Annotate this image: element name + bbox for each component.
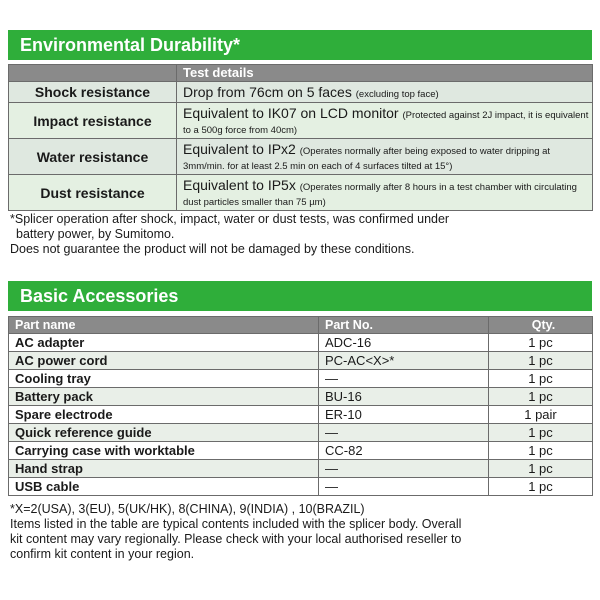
environmental-table-header-row (9, 65, 593, 82)
acc-part-name: Cooling tray (9, 370, 319, 388)
acc-header-part-name: Part name (9, 317, 319, 334)
acc-part-no: — (319, 478, 489, 496)
acc-part-name: AC adapter (9, 334, 319, 352)
footnote-line: battery power, by Sumitomo. (16, 227, 175, 241)
table-row (9, 139, 593, 175)
env-row-label: Dust resistance (9, 175, 177, 211)
acc-part-name: Spare electrode (9, 406, 319, 424)
basic-accessories-header: Basic Accessories (8, 281, 592, 311)
acc-part-no: — (319, 370, 489, 388)
acc-qty: 1 pc (489, 352, 593, 370)
acc-part-name: Quick reference guide (9, 424, 319, 442)
acc-qty: 1 pc (489, 388, 593, 406)
env-header-empty (9, 65, 177, 82)
env-detail-main: Equivalent to IPx2 (183, 140, 296, 157)
footnote-line: confirm kit content in your region. (10, 547, 195, 561)
env-detail-main: Equivalent to IK07 on LCD monitor (183, 104, 399, 121)
table-row (9, 370, 593, 388)
accessories-footnote (10, 502, 590, 562)
footnote-line: *X=2(USA), 3(EU), 5(UK/HK), 8(CHINA), 9(INDIA) , 10(BRAZIL) (10, 502, 365, 516)
footnote-line: kit content may vary regionally. Please check with your local authorised reseller to (10, 532, 462, 546)
acc-qty: 1 pc (489, 334, 593, 352)
environmental-footnote (10, 212, 590, 257)
acc-part-name: AC power cord (9, 352, 319, 370)
table-row (9, 442, 593, 460)
acc-part-no: CC-82 (319, 442, 489, 460)
footnote-line: *Splicer operation after shock, impact, water or dust tests, was confirmed under (10, 212, 450, 226)
acc-qty: 1 pc (489, 424, 593, 442)
acc-part-no: PC-AC<X>* (319, 352, 489, 370)
acc-part-no: BU-16 (319, 388, 489, 406)
table-row (9, 478, 593, 496)
footnote-line: Items listed in the table are typical contents included with the splicer body. Overall (10, 517, 462, 531)
acc-header-qty: Qty. (489, 317, 593, 334)
acc-part-name: Battery pack (9, 388, 319, 406)
acc-part-no: — (319, 460, 489, 478)
env-row-detail (177, 82, 593, 103)
env-detail-main: Drop from 76cm on 5 faces (183, 83, 352, 100)
acc-qty: 1 pc (489, 460, 593, 478)
accessories-table (8, 316, 593, 496)
acc-part-no: ER-10 (319, 406, 489, 424)
env-detail-note: (Operates normally after being exposed to water dripping at 3mm/min. for at least 2.5 min on each of 4 surfaces tilted at 15°) (183, 145, 551, 172)
table-row (9, 175, 593, 211)
environmental-table (8, 64, 593, 211)
acc-part-name: Carrying case with worktable (9, 442, 319, 460)
env-header-test-details: Test details (177, 65, 593, 82)
acc-part-no: ADC-16 (319, 334, 489, 352)
env-row-label: Impact resistance (9, 103, 177, 139)
env-row-label: Water resistance (9, 139, 177, 175)
acc-part-name: USB cable (9, 478, 319, 496)
env-detail-main: Equivalent to IP5x (183, 176, 296, 193)
env-detail-note: (excluding top face) (355, 88, 439, 100)
table-row (9, 334, 593, 352)
acc-qty: 1 pc (489, 442, 593, 460)
table-row (9, 406, 593, 424)
acc-qty: 1 pair (489, 406, 593, 424)
acc-part-name: Hand strap (9, 460, 319, 478)
env-detail-note: (Operates normally after 8 hours in a test chamber with circulating dust particles smaller than 75 µm) (183, 181, 577, 208)
table-row (9, 82, 593, 103)
table-row (9, 388, 593, 406)
env-row-detail (177, 139, 593, 175)
environmental-durability-header: Environmental Durability* (8, 30, 592, 60)
table-row (9, 460, 593, 478)
footnote-line: Does not guarantee the product will not be damaged by these conditions. (10, 242, 415, 256)
acc-qty: 1 pc (489, 370, 593, 388)
acc-qty: 1 pc (489, 478, 593, 496)
table-row (9, 352, 593, 370)
accessories-table-header-row (9, 317, 593, 334)
table-row (9, 424, 593, 442)
acc-part-no: — (319, 424, 489, 442)
table-row (9, 103, 593, 139)
env-row-label: Shock resistance (9, 82, 177, 103)
env-detail-note: (Protected against 2J impact, it is equivalent to a 500g force from 40cm) (183, 109, 589, 136)
env-row-detail (177, 175, 593, 211)
acc-header-part-no: Part No. (319, 317, 489, 334)
env-row-detail (177, 103, 593, 139)
